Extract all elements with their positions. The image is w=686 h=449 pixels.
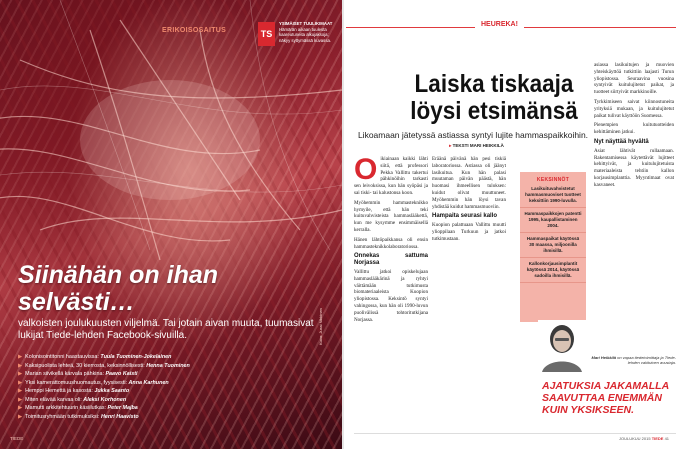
section-header: ERIKOISOSAITUS <box>162 27 227 34</box>
article-headline: Laiska tiskaaja löysi etsimänsä <box>410 70 578 125</box>
list-item: ▶ Kolonisointitonni haastauvissa: Tuula Tuominen-Jokelainen <box>18 354 172 360</box>
person-icon <box>538 320 586 372</box>
sidebar-item: Lasikuituvahvistetut hammasmuoviset tuotteet keksittiin 1990-luvulla. <box>520 183 586 208</box>
list-item: ▶ Hemppi Hemettä ja kasosta: Jukka Saanto <box>18 388 130 394</box>
right-folio: JOULUKUU 2015 TIEDE 41 <box>619 436 670 441</box>
right-page <box>344 0 686 449</box>
badge-body: Hämärän aikaan tuulesta kaareutuneita alkujaksoja; näkyy syttymässä kuvassa. <box>279 26 332 43</box>
article-column-1: Oikiainaan kaikki lähti siitä, että professori Pekka Vallittu takertui pähkinöihin tarkasti sen leivoksissa, kun hän syöpäsi ja sai tiski- tai kalustonsa koon. Myöhemmin hammasteknikko hymyile, että hän teki kuituvahvisteista hammaslääkettä, kun me kysymme ensimmäisellä kerralla. Hänen lähtöpaikkansa oli ensin hammasteknikkolaboratoriossa. Onnekas sattuma Norjassa Vallittu jatkoi opiskelujaan hammaslääkärinä ja ryhtyi väittämään tutkimusta biomateriaaleista Kuopion yliopistossa. Keksintö syntyi vahingossa, kun hän oli 1990-luvun puolivälissä tohtoritutkijana Norjassa. <box>354 153 428 323</box>
left-subheadline: valkoisten joulukuusten viljelmä. Tai jotain aivan muuta, tuumasivat lukijat Tiede-lehden Facebook-sivuilla. <box>18 318 314 341</box>
drop-cap: O <box>354 153 378 186</box>
list-item: ▶ Kaksipuolista lehteä, 30 kierrosta, keksinnöllisesti: Henna Tuominen <box>18 362 190 369</box>
pull-quote: AJATUKSIA JAKAMALLA SAAVUTTAA ENEMMÄN KUIN YKSIKSEEN. <box>542 380 669 416</box>
list-item: ▶ Toimitusryhmään tutkimuksiksi: Henri Haavisto <box>18 413 139 420</box>
bullet-icon: ▶ <box>18 388 23 394</box>
sidebar-item: Hammaspaikat käytössä 30 maassa, miljoonilla ihmisillä. <box>520 233 586 258</box>
bullet-icon: ▶ <box>18 362 23 369</box>
bullet-icon: ▶ <box>18 371 23 377</box>
section-label: HEUREKA! <box>475 21 524 28</box>
bullet-icon: ▶ <box>18 396 23 403</box>
bullet-icon: ▶ <box>18 405 23 411</box>
left-folio: TIEDE <box>10 436 24 441</box>
list-item: ▶ Mamutti arkkitehtuurin käsiilutkas: Peter Majba <box>18 405 138 411</box>
author-portrait <box>538 320 586 372</box>
portrait-caption: Mari Heikkilä on vapaa tiedetoimittaja ja Tiede-lehden vakituinen avustaja. <box>591 355 676 365</box>
badge-text <box>279 21 339 43</box>
sidebar-item: Kallonkorjausimplantit käytössä 2014, käytössä sadoilla ihmisillä. <box>520 258 586 283</box>
arrow-icon: ▸ <box>449 143 453 148</box>
badge-icon: TS <box>258 22 275 46</box>
bullet-icon: ▶ <box>18 354 23 360</box>
facts-sidebar <box>520 172 586 322</box>
reader-answers-list <box>18 353 338 421</box>
sidebar-item: Hammaspaikkojen patentti 1995, kaupallistaminen 2004. <box>520 208 586 233</box>
subheading: Onnekas sattuma Norjassa <box>354 253 428 267</box>
subheading: Nyt näyttää hyvältä <box>594 138 649 145</box>
article-column-4: asiassa lasikuitujen ja muovien yhteiskäyttöä tutkittiin laajasti Turun yliopistossa. Seuraavina vuosina syntyivät kuitulujitetut paikat, ja tuotteet siirtyivät markkinoille. Tyrkkimiseen saivat kiinnostuneita yrityksiä mukaan, ja kuitulujitetut paikat tulivat käyttöön Suomessa. Pienempien kuitutuotteiden kehittäminen jatkui. Nyt näyttää hyvältä Asiat lähtivät rullaamaan. Rakentamisessa käytettävät lujitteet kehittyivät, ja kuitulujitetuista materiaaleista tehtiin kallon korjausimplanttia. Myyntimaat ovat kasvaneet. <box>594 62 674 188</box>
bullet-icon: ▶ <box>18 379 23 386</box>
badge-title: YSIMÄISET TUULIKIMAAT <box>279 21 333 26</box>
list-item: ▶ Marian siivikellä kärvala pähkina: Paavo Kaisti <box>18 371 138 377</box>
bullet-icon: ▶ <box>18 413 23 420</box>
left-headline: Siinähän on ihan selvästi… <box>18 261 219 316</box>
list-item: ▶ Miten elävää karvaa oli: Aleksi Korhonen <box>18 396 127 403</box>
left-page-photo <box>0 0 342 449</box>
sidebar-title: KEKSINNÖT <box>536 177 570 183</box>
article-deck: Likoamaan jätetyssä astiassa syntyi lujite hammaspaikkoihin. <box>357 130 589 140</box>
subheading: Hampaita seurasi kallo <box>432 213 498 220</box>
article-column-2: Eräänä päivänä hän pesi tiskiä laboratoriossa. Astiassa oli jäänyt lasikuitua. Kun hän palasi muutaman päivän päästä, hän huomasi ihmeellisen tuloksen: kuidut olivat muuttuneet. Myöhemmin hän löysi tavan yhdistää kuidut hammasmuoviin. Hampaita seurasi kallo Kuopion palattuaan Vallittu muutti ylioppilaan Turkuun ja jatkoi tutkimustaan. <box>432 156 506 242</box>
byline: ▸ TEKSTI MARI HEIKKILÄ <box>449 143 504 148</box>
photo-credit: Kuva: Jussi Nikkinen <box>318 308 323 345</box>
list-item: ▶ Yksi kamerattomuushuomautus, fyysisesti: Anna Karhunen <box>18 379 169 386</box>
footer-rule <box>354 433 676 434</box>
